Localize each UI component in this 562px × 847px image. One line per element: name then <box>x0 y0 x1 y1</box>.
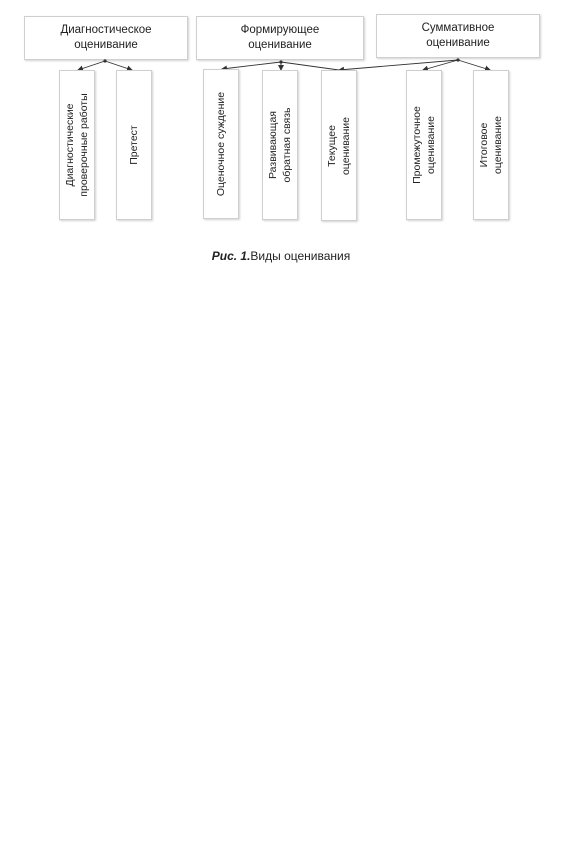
node-pretest <box>116 70 152 220</box>
connector-to-pretest <box>105 61 132 70</box>
connectors-formative <box>222 60 339 70</box>
node-formative-assessment-label: Формирующее оценивание <box>240 24 320 51</box>
node-diagnostic-tests-label: Диагностические проверочные работы <box>64 93 90 197</box>
node-diagnostic-tests <box>59 70 95 220</box>
node-developing-feedback-label: Развивающая обратная связь <box>267 107 293 183</box>
node-summative-assessment-label: Суммативное оценивание <box>421 22 495 49</box>
node-developing-feedback <box>262 70 298 220</box>
connector-to-current-assessment <box>281 62 339 70</box>
node-final-assessment <box>473 70 509 220</box>
figure-caption <box>0 249 562 263</box>
node-final-assessment-label: Итоговое оценивание <box>478 115 504 175</box>
node-assessment-judgment <box>203 69 239 219</box>
node-intermediate-assessment-label: Промежуточное оценивание <box>411 106 437 184</box>
node-current-assessment-label: Текущее оценивание <box>326 116 352 175</box>
node-intermediate-assessment <box>406 70 442 220</box>
connectors-diagnostic <box>78 59 132 70</box>
node-diagnostic-assessment-label: Диагностическое оценивание <box>60 24 152 51</box>
figure-number: Рис. 1. <box>211 249 251 263</box>
figure-caption-text: Виды оценивания <box>250 249 351 263</box>
node-assessment-judgment-label: Оценочное суждение <box>215 91 227 197</box>
connector-to-final-assessment <box>458 60 490 70</box>
connector-to-assessment-judgment <box>222 62 281 69</box>
connector-to-diagnostic-work <box>78 61 105 70</box>
node-current-assessment <box>321 70 357 221</box>
connectors-summative <box>339 58 490 70</box>
node-pretest-label: Претест <box>128 125 140 165</box>
